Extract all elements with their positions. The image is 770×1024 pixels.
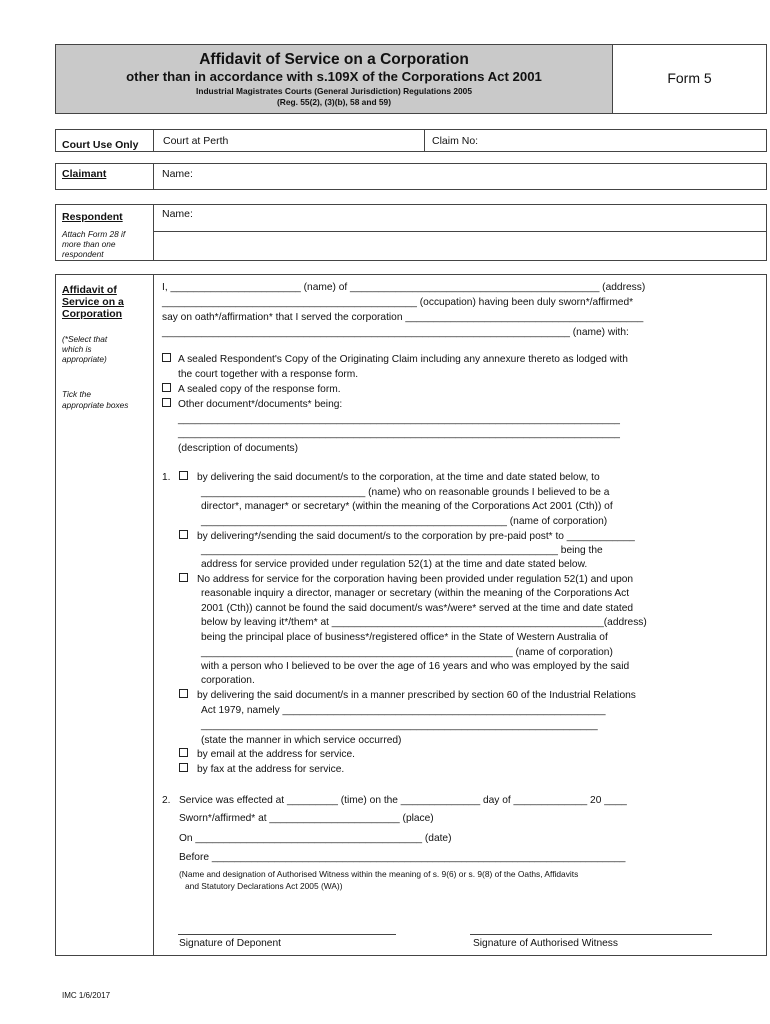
respondent-name-field[interactable]: Name:: [162, 208, 193, 220]
method-no-address-line-2: reasonable inquiry a director, manager or secretary (within the meaning of the Corporations Act: [201, 588, 630, 599]
method-delivering-line-3: director*, manager* or secretary* (within the meaning of the Corporations Act 2001 (Cth)) of: [201, 501, 613, 512]
method-post-line-2[interactable]: _______________________________________________________________ being the: [201, 545, 603, 556]
method-section-60-line-3[interactable]: ______________________________________________________________________: [201, 720, 598, 731]
deponent-signature-label: Signature of Deponent: [179, 938, 281, 949]
checkbox[interactable]: [179, 573, 188, 582]
witness-signature-label: Signature of Authorised Witness: [473, 938, 618, 949]
form-title: Affidavit of Service on a Corporation: [199, 51, 469, 68]
method-no-address-line-8: corporation.: [201, 675, 255, 686]
option-text: by delivering the said document/s in a manner prescribed by section 60 of the Industrial Relations: [197, 690, 636, 701]
documents-description: (description of documents): [178, 443, 299, 454]
option-text: by fax at the address for service.: [197, 764, 345, 775]
affidavit-label-3: Corporation: [62, 308, 123, 320]
respondent-note-1: Attach Form 28 if: [62, 229, 126, 239]
affidavit-label-2: Service on a: [62, 296, 124, 308]
method-email[interactable]: [179, 748, 355, 761]
checkbox[interactable]: [179, 530, 188, 539]
court-use-label: Court Use Only: [62, 139, 139, 151]
option-text: Other document*/documents* being:: [178, 399, 343, 410]
option-text: No address for service for the corporation having been provided under regulation 52(1) and upon: [197, 574, 634, 585]
claim-no-field[interactable]: Claim No:: [432, 135, 479, 147]
documents-line-1[interactable]: ______________________________________________________________________________: [178, 414, 620, 425]
checkbox[interactable]: [179, 748, 188, 757]
method-delivering[interactable]: [179, 471, 600, 484]
method-delivering-line-2[interactable]: _____________________________ (name) who on reasonable grounds I believed to be a: [201, 487, 610, 498]
deponent-line-4[interactable]: ________________________________________________________________________ (name) with:: [162, 327, 629, 338]
select-note-3: appropriate): [62, 354, 107, 364]
respondent-label: Respondent: [62, 211, 123, 223]
claimant-name-field[interactable]: Name:: [162, 168, 193, 180]
doc-option-originating-claim-cont: the court together with a response form.: [178, 369, 359, 380]
court-use-row: [55, 129, 767, 152]
claimant-divider: [153, 163, 154, 190]
deponent-signature-line[interactable]: [178, 934, 396, 935]
checkbox[interactable]: [179, 763, 188, 772]
respondent-mid-line: [153, 231, 767, 232]
checkbox[interactable]: [179, 689, 188, 698]
tick-note-1: Tick the: [62, 389, 91, 399]
method-fax[interactable]: [179, 763, 344, 776]
select-note-1: (*Select that: [62, 334, 108, 344]
on-date-line[interactable]: On ________________________________________ (date): [179, 833, 452, 844]
doc-option-response-form[interactable]: [162, 383, 341, 396]
method-no-address-line-7: with a person who I believed to be over the age of 16 years and who was employed by the said: [201, 661, 630, 672]
sworn-at-line[interactable]: Sworn*/affirmed* at _______________________ (place): [179, 813, 434, 824]
tick-note-2: appropriate boxes: [62, 400, 129, 410]
option-text: by email at the address for service.: [197, 749, 355, 760]
form-number: Form 5: [667, 70, 712, 86]
deponent-line-1[interactable]: I, _______________________ (name) of ____________________________________________ (address): [162, 282, 646, 293]
method-section-60[interactable]: [179, 689, 636, 702]
method-post-line-3: address for service provided under regulation 52(1) at the time and date stated below.: [201, 559, 588, 570]
witness-note-1: (Name and designation of Authorised Witness within the meaning of s. 9(6) or s. 9(8) of the Oaths, Affidavits: [179, 869, 579, 879]
select-note-2: which is: [62, 344, 92, 354]
regulations-line-2: (Reg. 55(2), (3)(b), 58 and 59): [276, 97, 391, 107]
checkbox[interactable]: [179, 471, 188, 480]
claimant-label: Claimant: [62, 168, 107, 180]
respondent-note-3: respondent: [62, 249, 104, 259]
form-version: IMC 1/6/2017: [62, 991, 111, 1000]
witness-note-2: and Statutory Declarations Act 2005 (WA)): [185, 881, 343, 891]
paragraph-2-number: 2.: [162, 795, 171, 806]
option-text: A sealed Respondent's Copy of the Originating Claim including any annexure thereto as lodged with: [178, 354, 628, 365]
form-subtitle: other than in accordance with s.109X of the Corporations Act 2001: [126, 69, 542, 84]
claim-divider: [424, 129, 425, 152]
checkbox[interactable]: [162, 353, 171, 362]
paragraph-1-number: 1.: [162, 472, 171, 483]
method-no-address-line-3: 2001 (Cth)) cannot be found the said document/s was*/were* served at the time and date stated: [201, 603, 634, 614]
witness-signature-line[interactable]: [470, 934, 712, 935]
option-text: by delivering the said document/s to the corporation, at the time and date stated below, to: [197, 472, 600, 483]
service-effected-line[interactable]: Service was effected at _________ (time) on the ______________ day of _____________ 20 ____: [179, 795, 627, 806]
option-text: by delivering*/sending the said document/s to the corporation by pre-paid post* to ____________: [197, 531, 635, 542]
doc-option-originating-claim[interactable]: [162, 353, 628, 366]
before-line[interactable]: Before _________________________________________________________________________: [179, 852, 626, 863]
affidavit-label-1: Affidavit of: [62, 284, 117, 296]
deponent-line-3[interactable]: say on oath*/affirmation* that I served the corporation __________________________________________: [162, 312, 644, 323]
checkbox[interactable]: [162, 383, 171, 392]
method-no-address-line-5: being the principal place of business*/registered office* in the State of Western Australia of: [201, 632, 608, 643]
affidavit-divider: [153, 274, 154, 956]
respondent-divider: [153, 204, 154, 261]
court-at-field[interactable]: Court at Perth: [163, 135, 229, 147]
method-post[interactable]: [179, 530, 635, 543]
option-text: A sealed copy of the response form.: [178, 384, 341, 395]
method-delivering-line-4[interactable]: ______________________________________________________ (name of corporation): [201, 516, 608, 527]
method-no-address-line-4[interactable]: below by leaving it*/them* at ________________________________________________(address): [201, 617, 647, 628]
method-no-address-line-6[interactable]: _______________________________________________________ (name of corporation): [201, 647, 613, 658]
court-divider: [153, 129, 154, 152]
documents-line-2[interactable]: ______________________________________________________________________________: [178, 428, 620, 439]
checkbox[interactable]: [162, 398, 171, 407]
deponent-line-2[interactable]: _____________________________________________ (occupation) having been duly sworn*/affirmed*: [162, 297, 634, 308]
method-section-60-line-2[interactable]: Act 1979, namely _________________________________________________________: [201, 705, 606, 716]
doc-option-other[interactable]: [162, 398, 342, 411]
method-section-60-line-4: (state the manner in which service occurred): [201, 735, 402, 746]
regulations-line-1: Industrial Magistrates Courts (General Jurisdiction) Regulations 2005: [196, 86, 472, 96]
respondent-note-2: more than one: [62, 239, 116, 249]
method-no-address[interactable]: [179, 573, 633, 586]
